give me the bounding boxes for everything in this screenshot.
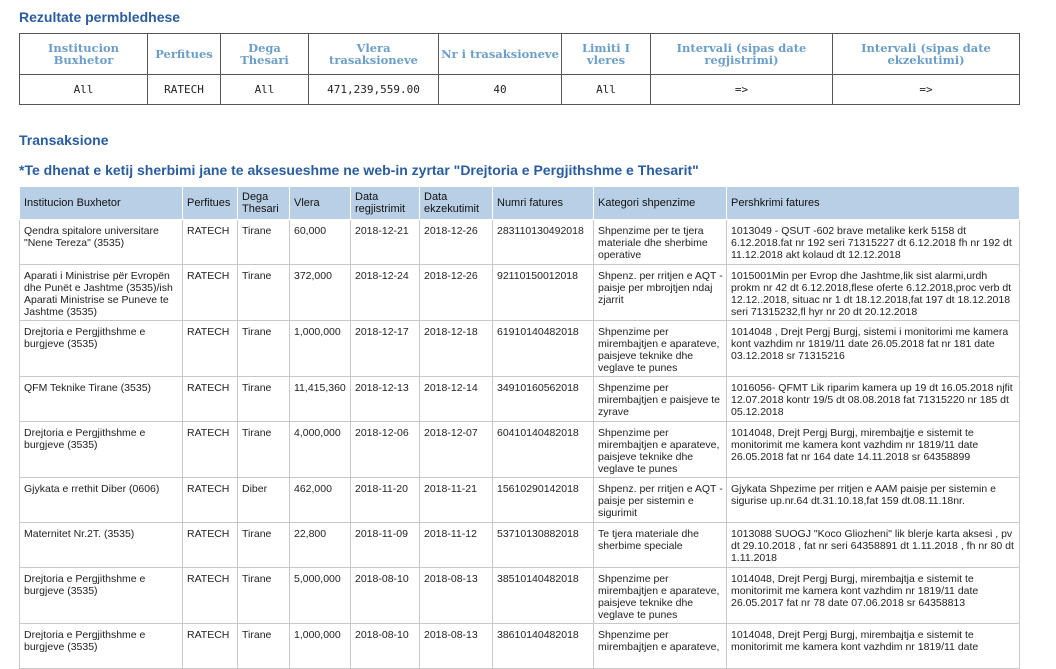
summary-header-cell: Institucion Buxhetor xyxy=(20,34,148,75)
table-cell: 1013088 SUOGJ "Koco Gliozheni" lik blerje karta aksesi , pv dt 29.10.2018 , fat nr seri 64358891 dt 1.11.2018 , fh nr 80 dt 1.11.2018 xyxy=(727,523,1020,568)
transactions-header-cell: Data regjistrimit xyxy=(351,187,420,220)
table-cell: RATECH xyxy=(183,478,238,523)
table-cell: 2018-12-14 xyxy=(420,377,493,422)
summary-value-cell: 40 xyxy=(439,75,562,105)
table-cell: 1014048, Drejt Pergj Burgj, mirembajtja e sistemit te monitorimit me kamera kont vazhdim nr 1819/11 date 26.05.2017 fat nr 78 date 07.06.2018 sr 64358813 xyxy=(727,568,1020,624)
table-row xyxy=(20,568,1020,624)
transactions-header-cell: Data ekzekutimit xyxy=(420,187,493,220)
table-row xyxy=(20,220,1020,265)
transactions-header-cell: Vlera xyxy=(290,187,351,220)
table-cell: 2018-12-24 xyxy=(351,265,420,321)
table-cell: 2018-12-18 xyxy=(420,321,493,377)
table-cell: Drejtoria e Pergjithshme e burgjeve (3535) xyxy=(20,624,183,669)
table-cell: 61910140482018 xyxy=(493,321,594,377)
transactions-header-cell: Kategori shpenzime xyxy=(594,187,727,220)
transactions-table xyxy=(19,186,1020,669)
transactions-title: Transaksione xyxy=(19,132,109,148)
summary-value-cell: 471,239,559.00 xyxy=(309,75,439,105)
table-cell: Shpenzime per mirembajtjen e paisjeve te zyrave xyxy=(594,377,727,422)
table-cell: RATECH xyxy=(183,624,238,669)
summary-table xyxy=(19,33,1020,105)
table-cell: Tirane xyxy=(238,220,290,265)
table-cell: QFM Teknike Tirane (3535) xyxy=(20,377,183,422)
table-row xyxy=(20,624,1020,669)
summary-header-cell: Limiti I vleres xyxy=(562,34,651,75)
table-cell: Shpenzime per mirembajtjen e aparateve, paisjeve teknike dhe veglave te punes xyxy=(594,568,727,624)
table-cell: RATECH xyxy=(183,422,238,478)
table-row xyxy=(20,523,1020,568)
table-cell: 11,415,360 xyxy=(290,377,351,422)
table-cell: 5,000,000 xyxy=(290,568,351,624)
table-cell: 38510140482018 xyxy=(493,568,594,624)
table-cell: Drejtoria e Pergjithshme e burgjeve (3535) xyxy=(20,422,183,478)
table-cell: Shpenzime per mirembajtjen e aparateve, xyxy=(594,624,727,669)
table-cell: 22,800 xyxy=(290,523,351,568)
table-cell: 2018-12-26 xyxy=(420,265,493,321)
table-cell: Gjykata Shpezime per rritjen e AAM paisje per sistemin e sigurise up.nr.64 dt.31.10.18,fat 159 dt.08.11.18nr. xyxy=(727,478,1020,523)
table-cell: Diber xyxy=(238,478,290,523)
table-cell: Tirane xyxy=(238,568,290,624)
table-cell: Shpenz. per rritjen e AQT - paisje per mbrojtjen ndaj zjarrit xyxy=(594,265,727,321)
table-cell: 462,000 xyxy=(290,478,351,523)
table-row xyxy=(20,377,1020,422)
table-cell: 2018-11-20 xyxy=(351,478,420,523)
summary-value-cell: All xyxy=(562,75,651,105)
table-cell: Maternitet Nr.2T. (3535) xyxy=(20,523,183,568)
table-cell: 1013049 - QSUT -602 brave metalike kerk 5158 dt 6.12.2018.fat nr 192 seri 71315227 dt 6.12.2018 fh nr 192 dt 11.12.2018 akt kolaud dt 12.12.2018 xyxy=(727,220,1020,265)
table-row xyxy=(20,422,1020,478)
summary-header-cell: Intervali (sipas date ekzekutimi) xyxy=(833,34,1020,75)
table-cell: 1,000,000 xyxy=(290,624,351,669)
summary-value-cell: All xyxy=(221,75,309,105)
table-cell: 1014048 , Drejt Pergj Burgj, sistemi i monitorimi me kamera kont vazhdim nr 1819/11 date 26.05.2018 fat nr 181 date 03.12.2018 sr 71315216 xyxy=(727,321,1020,377)
table-cell: RATECH xyxy=(183,220,238,265)
table-cell: 283110130492018 xyxy=(493,220,594,265)
table-row xyxy=(20,265,1020,321)
transactions-header-cell: Numri fatures xyxy=(493,187,594,220)
table-cell: 60410140482018 xyxy=(493,422,594,478)
table-cell: 4,000,000 xyxy=(290,422,351,478)
table-cell: 2018-11-09 xyxy=(351,523,420,568)
table-cell: Shpenzime per mirembajtjen e aparateve, paisjeve teknike dhe veglave te punes xyxy=(594,422,727,478)
summary-header-cell: Dega Thesari xyxy=(221,34,309,75)
table-cell: 2018-11-21 xyxy=(420,478,493,523)
transactions-header-cell: Perfitues xyxy=(183,187,238,220)
table-cell: Qendra spitalore universitare "Nene Tereza" (3535) xyxy=(20,220,183,265)
table-cell: 372,000 xyxy=(290,265,351,321)
table-cell: 2018-08-10 xyxy=(351,568,420,624)
summary-title: Rezultate permbledhese xyxy=(19,9,181,25)
table-cell: 2018-12-06 xyxy=(351,422,420,478)
table-cell: Shpenz. per rritjen e AQT - paisje per sistemin e sigurimit xyxy=(594,478,727,523)
table-cell: 2018-11-12 xyxy=(420,523,493,568)
table-cell: Tirane xyxy=(238,265,290,321)
table-cell: RATECH xyxy=(183,377,238,422)
summary-header-cell: Perfitues xyxy=(148,34,221,75)
table-cell: RATECH xyxy=(183,321,238,377)
table-cell: Shpenzime per te tjera materiale dhe sherbime operative xyxy=(594,220,727,265)
table-cell: Aparati i Ministrise për Evropën dhe Punët e Jashtme (3535)/ish Aparati Ministrise se Puneve te Jashtme (3535) xyxy=(20,265,183,321)
table-row xyxy=(20,478,1020,523)
table-cell: 2018-12-07 xyxy=(420,422,493,478)
summary-header-cell: Vlera trasaksioneve xyxy=(309,34,439,75)
table-cell: 1015001Min per Evrop dhe Jashtme,lik sist alarmi,urdh prokm nr 42 dt 6.12.2018,flese oferte 6.12.2018,proc verb dt 12.12..2018, situac nr 1 dt 18.12.2018,fat 197 dt 18.12.2018 seri 71315232,fl hyr nr 20 dt 20.12.2018 xyxy=(727,265,1020,321)
summary-header-cell: Intervali (sipas date regjistrimi) xyxy=(651,34,833,75)
table-cell: 92110150012018 xyxy=(493,265,594,321)
transactions-header-cell: Pershkrimi fatures xyxy=(727,187,1020,220)
table-cell: 34910160562018 xyxy=(493,377,594,422)
summary-header-cell: Nr i trasaksioneve xyxy=(439,34,562,75)
summary-value-cell: All xyxy=(20,75,148,105)
table-cell: 53710130882018 xyxy=(493,523,594,568)
table-cell: 2018-12-26 xyxy=(420,220,493,265)
table-cell: Drejtoria e Pergjithshme e burgjeve (3535) xyxy=(20,568,183,624)
summary-value-cell: => xyxy=(651,75,833,105)
table-cell: Tirane xyxy=(238,377,290,422)
table-cell: Te tjera materiale dhe sherbime speciale xyxy=(594,523,727,568)
table-cell: 2018-08-10 xyxy=(351,624,420,669)
table-cell: 1014048, Drejt Pergj Burgj, mirembajtje e sistemit te monitorimit me kamera kont vazhdim nr 1819/11 date 26.05.2018 fat nr 164 date 14.11.2018 sr 64358899 xyxy=(727,422,1020,478)
table-cell: 2018-08-13 xyxy=(420,624,493,669)
table-cell: Drejtoria e Pergjithshme e burgjeve (3535) xyxy=(20,321,183,377)
table-cell: RATECH xyxy=(183,568,238,624)
table-row xyxy=(20,321,1020,377)
table-cell: 2018-12-13 xyxy=(351,377,420,422)
table-cell: Tirane xyxy=(238,523,290,568)
summary-value-cell: => xyxy=(833,75,1020,105)
table-cell: RATECH xyxy=(183,265,238,321)
table-cell: Tirane xyxy=(238,321,290,377)
table-cell: 1014048, Drejt Pergj Burgj, mirembajtja e sistemit te monitorimit me kamera kont vazhdim nr 1819/11 date xyxy=(727,624,1020,669)
table-cell: 15610290142018 xyxy=(493,478,594,523)
table-cell: Shpenzime per mirembajtjen e aparateve, paisjeve teknike dhe veglave te punes xyxy=(594,321,727,377)
table-cell: Tirane xyxy=(238,422,290,478)
transactions-note: *Te dhenat e ketij sherbimi jane te aksesueshme ne web-in zyrtar "Drejtoria e Pergjithshme e Thesarit" xyxy=(19,162,699,178)
table-cell: Tirane xyxy=(238,624,290,669)
table-cell: 2018-12-21 xyxy=(351,220,420,265)
transactions-header-cell: Institucion Buxhetor xyxy=(20,187,183,220)
table-cell: 60,000 xyxy=(290,220,351,265)
table-cell: Gjykata e rrethit Diber (0606) xyxy=(20,478,183,523)
table-cell: 2018-12-17 xyxy=(351,321,420,377)
summary-value-cell: RATECH xyxy=(148,75,221,105)
table-cell: 2018-08-13 xyxy=(420,568,493,624)
transactions-header-cell: Dega Thesari xyxy=(238,187,290,220)
table-cell: RATECH xyxy=(183,523,238,568)
table-cell: 38610140482018 xyxy=(493,624,594,669)
table-cell: 1,000,000 xyxy=(290,321,351,377)
table-cell: 1016056- QFMT Lik riparim kamera up 19 dt 16.05.2018 njfit 12.07.2018 kontr 19/5 dt 08.08.2018 fat 71315220 nr 185 dt 05.12.2018 xyxy=(727,377,1020,422)
